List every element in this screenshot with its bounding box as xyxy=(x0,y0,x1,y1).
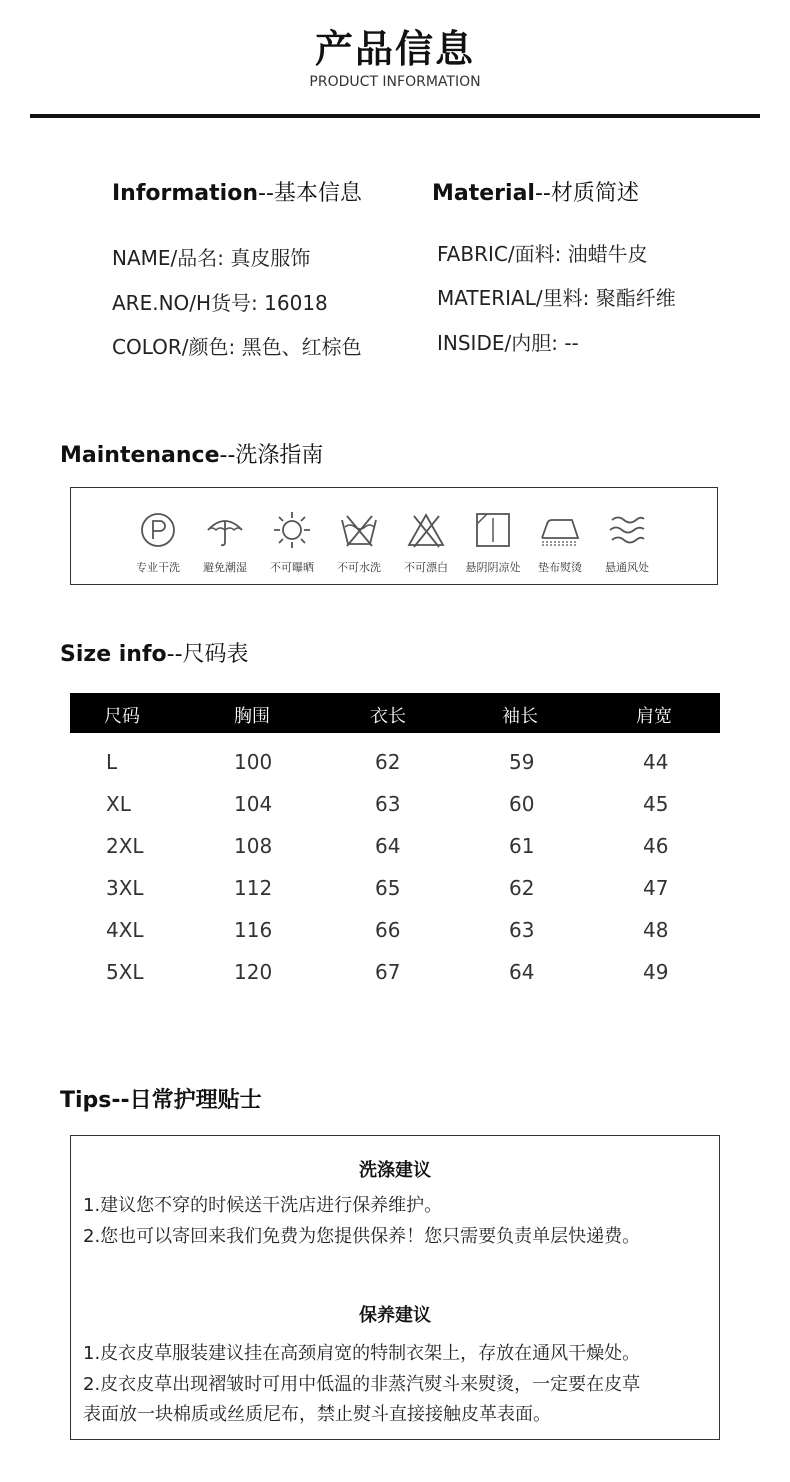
care-instructions-box xyxy=(70,487,718,585)
size-cell: 4XL xyxy=(106,918,144,942)
size-cell: L xyxy=(106,750,118,774)
table-row xyxy=(0,834,790,862)
chest-cell: 104 xyxy=(234,792,273,816)
sleeve-cell: 62 xyxy=(509,876,535,900)
length-cell: 66 xyxy=(375,918,401,942)
size-cell: XL xyxy=(106,792,131,816)
care-advice-title: 保养建议 xyxy=(359,1305,431,1326)
no-water-wash-icon xyxy=(339,510,379,550)
care-label: 不可曝晒 xyxy=(270,561,314,574)
length-cell: 64 xyxy=(375,834,401,858)
hang-dry-shade-icon xyxy=(473,510,513,550)
shoulder-cell: 47 xyxy=(643,876,669,900)
length-cell: 62 xyxy=(375,750,401,774)
shoulder-cell: 49 xyxy=(643,960,669,984)
shoulder-cell: 44 xyxy=(643,750,669,774)
size-column-header: 肩宽 xyxy=(636,706,672,727)
information-heading-en: Information xyxy=(112,181,258,206)
chest-cell: 112 xyxy=(234,876,273,900)
sleeve-cell: 64 xyxy=(509,960,535,984)
maintenance-heading-cn: --洗涤指南 xyxy=(219,443,324,468)
care-label: 悬阴阴凉处 xyxy=(465,561,521,574)
size-info-heading-en: Size info xyxy=(60,642,167,667)
info-color: COLOR/颜色: 黑色、红棕色 xyxy=(112,335,362,359)
care-label: 避免潮湿 xyxy=(203,561,247,574)
shoulder-cell: 45 xyxy=(643,792,669,816)
care-label: 垫布熨烫 xyxy=(538,561,582,574)
professional-dry-clean-icon xyxy=(138,510,178,550)
table-row xyxy=(0,960,790,988)
size-info-heading-cn: --尺码表 xyxy=(166,642,249,667)
length-cell: 65 xyxy=(375,876,401,900)
tips-box xyxy=(70,1135,720,1440)
page-subtitle: PRODUCT INFORMATION xyxy=(309,74,481,90)
care-advice-line: 1.皮衣皮草服装建议挂在高颈肩宽的特制衣架上，存放在通风干燥处。 xyxy=(83,1343,641,1364)
avoid-moisture-icon xyxy=(205,510,245,550)
care-item xyxy=(592,488,662,586)
material-heading xyxy=(432,176,639,207)
size-info-heading xyxy=(60,637,249,668)
no-bleach-icon xyxy=(406,510,446,550)
wash-advice-title: 洗涤建议 xyxy=(359,1160,431,1181)
size-column-header: 胸围 xyxy=(234,706,270,727)
shoulder-cell: 46 xyxy=(643,834,669,858)
sleeve-cell: 63 xyxy=(509,918,535,942)
iron-with-cloth-icon xyxy=(540,510,580,550)
information-heading xyxy=(112,176,362,207)
chest-cell: 100 xyxy=(234,750,273,774)
wash-advice-line: 1.建议您不穿的时候送干洗店进行保养维护。 xyxy=(83,1195,443,1216)
info-article-no: ARE.NO/H货号: 16018 xyxy=(112,291,328,315)
size-column-header: 袖长 xyxy=(502,706,538,727)
material-inside: INSIDE/内胆: -- xyxy=(437,331,579,355)
no-sun-exposure-icon xyxy=(272,510,312,550)
care-label: 专业干洗 xyxy=(136,561,180,574)
sleeve-cell: 59 xyxy=(509,750,535,774)
care-label: 不可水洗 xyxy=(337,561,381,574)
care-advice-line: 2.皮衣皮草出现褶皱时可用中低温的非蒸汽熨斗来熨烫，一定要在皮草 xyxy=(83,1374,641,1395)
care-label: 不可漂白 xyxy=(404,561,448,574)
material-lining: MATERIAL/里料: 聚酯纤维 xyxy=(437,286,676,310)
length-cell: 63 xyxy=(375,792,401,816)
maintenance-heading xyxy=(60,438,323,469)
maintenance-heading-en: Maintenance xyxy=(60,443,220,468)
material-heading-en: Material xyxy=(432,181,535,206)
table-row xyxy=(0,792,790,820)
wash-advice-line: 2.您也可以寄回来我们免费为您提供保养！您只需要负责单层快递费。 xyxy=(83,1226,641,1247)
size-table-header xyxy=(70,693,720,733)
chest-cell: 108 xyxy=(234,834,273,858)
page-title: 产品信息 xyxy=(314,27,475,71)
sleeve-cell: 60 xyxy=(509,792,535,816)
material-heading-cn: --材质简述 xyxy=(534,181,639,206)
info-name: NAME/品名: 真皮服饰 xyxy=(112,246,311,270)
sleeve-cell: 61 xyxy=(509,834,535,858)
care-advice-line: 表面放一块棉质或丝质尼布，禁止熨斗直接接触皮革表面。 xyxy=(83,1404,551,1425)
size-column-header: 衣长 xyxy=(370,706,406,727)
table-row xyxy=(0,750,790,778)
table-row xyxy=(0,918,790,946)
chest-cell: 120 xyxy=(234,960,273,984)
chest-cell: 116 xyxy=(234,918,273,942)
size-cell: 3XL xyxy=(106,876,144,900)
size-cell: 5XL xyxy=(106,960,144,984)
information-heading-cn: --基本信息 xyxy=(258,181,362,206)
ventilation-icon xyxy=(607,510,647,550)
size-column-header: 尺码 xyxy=(104,706,140,727)
size-cell: 2XL xyxy=(106,834,144,858)
title-divider xyxy=(30,114,760,118)
table-row xyxy=(0,876,790,904)
care-label: 悬通风处 xyxy=(605,561,649,574)
tips-heading: Tips--日常护理贴士 xyxy=(60,1088,262,1113)
shoulder-cell: 48 xyxy=(643,918,669,942)
length-cell: 67 xyxy=(375,960,401,984)
material-fabric: FABRIC/面料: 油蜡牛皮 xyxy=(437,242,648,266)
